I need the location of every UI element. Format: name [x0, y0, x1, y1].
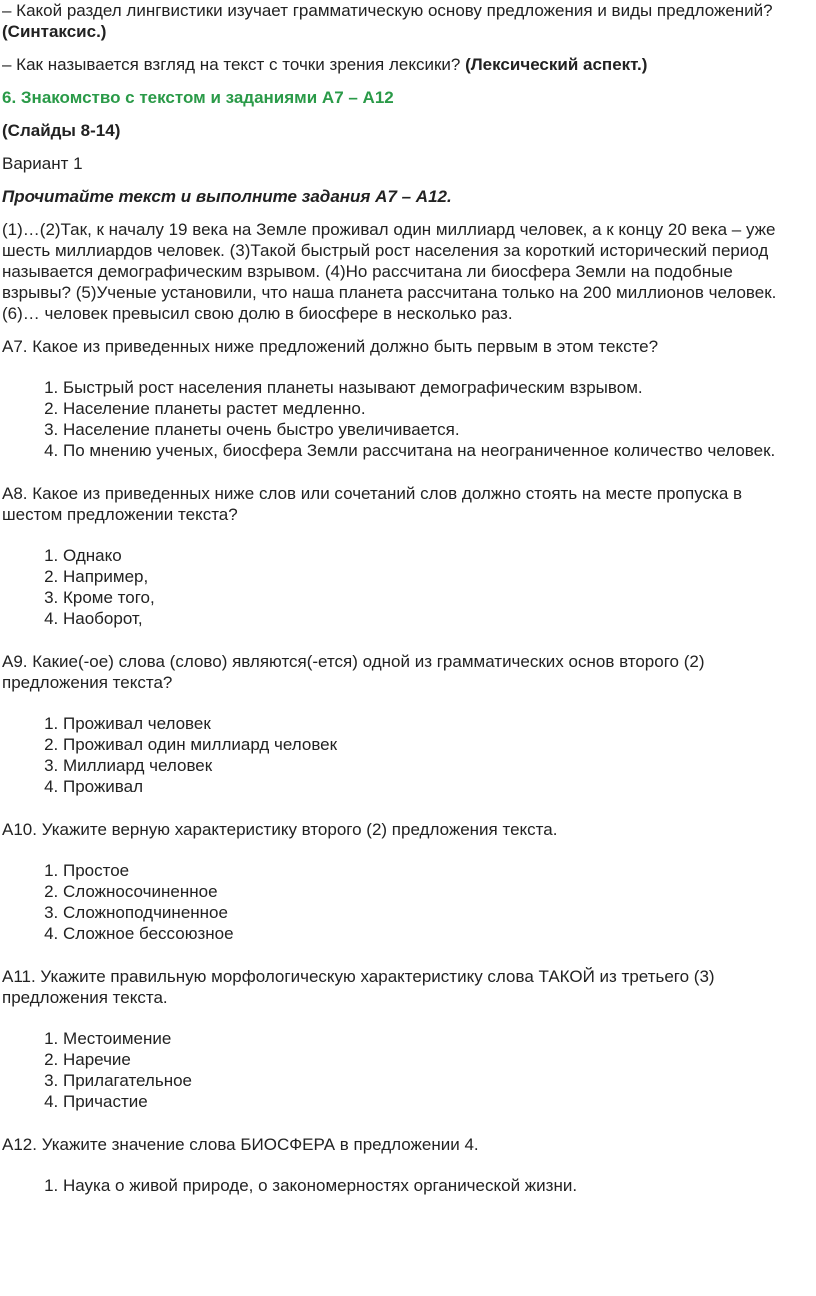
answer-option: 4. По мнению ученых, биосфера Земли рассчитана на неограниченное количество человек. — [63, 440, 806, 461]
answer-option: 1. Местоимение — [63, 1028, 806, 1049]
section-title: 6. Знакомство с текстом и заданиями А7 – А12 — [2, 88, 394, 107]
answer-options — [2, 377, 806, 461]
answer-options — [2, 545, 806, 629]
slides-reference: (Слайды 8-14) — [2, 121, 121, 140]
question-text: А11. Укажите правильную морфологическую характеристику слова ТАКОЙ из третьего (3) предложения текста. — [2, 967, 715, 1007]
answer-option: 2. Например, — [63, 566, 806, 587]
intro-answer: (Лексический аспект.) — [465, 55, 648, 74]
reading-text: (1)…(2)Так, к началу 19 века на Земле проживал один миллиард человек, а к концу 20 века – уже шесть миллиардов человек. (3)Такой быстрый рост населения за короткий исторический период называется демографическим взрывом. (4)Но рассчитана ли биосфера Земли на подобные взрывы? (5)Ученые установили, что наша планета рассчитана только на 200 миллионов человек. (6)… человек превысил свою долю в биосфере в несколько раз. — [2, 220, 777, 323]
variant-label: Вариант 1 — [2, 154, 83, 173]
answer-option: 1. Быстрый рост населения планеты называют демографическим взрывом. — [63, 377, 806, 398]
answer-option: 1. Простое — [63, 860, 806, 881]
intro-question-text: – Какой раздел лингвистики изучает грамматическую основу предложения и виды предложений? — [2, 1, 773, 20]
intro-question-1 — [2, 0, 806, 42]
question-a10 — [2, 819, 806, 944]
intro-question-text: – Как называется взгляд на текст с точки зрения лексики? — [2, 55, 466, 74]
question-text: А7. Какое из приведенных ниже предложений должно быть первым в этом тексте? — [2, 337, 659, 356]
answer-option: 3. Прилагательное — [63, 1070, 806, 1091]
answer-option: 2. Проживал один миллиард человек — [63, 734, 806, 755]
answer-options — [2, 860, 806, 944]
answer-option: 4. Причастие — [63, 1091, 806, 1112]
question-text: А12. Укажите значение слова БИОСФЕРА в предложении 4. — [2, 1135, 479, 1154]
answer-option: 4. Сложное бессоюзное — [63, 923, 806, 944]
question-a7 — [2, 336, 806, 461]
answer-option: 3. Миллиард человек — [63, 755, 806, 776]
answer-option: 4. Проживал — [63, 776, 806, 797]
question-a8 — [2, 483, 806, 629]
answer-option: 1. Проживал человек — [63, 713, 806, 734]
answer-option: 2. Население планеты растет медленно. — [63, 398, 806, 419]
intro-answer: (Синтаксис.) — [2, 22, 107, 41]
answer-option: 2. Наречие — [63, 1049, 806, 1070]
answer-options — [2, 713, 806, 797]
answer-options — [2, 1028, 806, 1112]
intro-question-2 — [2, 54, 806, 75]
question-text: А10. Укажите верную характеристику второго (2) предложения текста. — [2, 820, 558, 839]
answer-option: 2. Сложносочиненное — [63, 881, 806, 902]
answer-option: 1. Наука о живой природе, о закономерностях органической жизни. — [63, 1175, 806, 1196]
question-a11 — [2, 966, 806, 1112]
question-a9 — [2, 651, 806, 797]
question-text: А9. Какие(-ое) слова (слово) являются(-ется) одной из грамматических основ второго (2) предложения текста? — [2, 652, 705, 692]
question-a12 — [2, 1134, 806, 1196]
answer-option: 1. Однако — [63, 545, 806, 566]
answer-option: 4. Наоборот, — [63, 608, 806, 629]
question-text: А8. Какое из приведенных ниже слов или сочетаний слов должно стоять на месте пропуска в шестом предложении текста? — [2, 484, 743, 524]
answer-option: 3. Население планеты очень быстро увеличивается. — [63, 419, 806, 440]
instruction: Прочитайте текст и выполните задания А7 – А12. — [2, 187, 452, 206]
answer-option: 3. Кроме того, — [63, 587, 806, 608]
answer-options — [2, 1175, 806, 1196]
answer-option: 3. Сложноподчиненное — [63, 902, 806, 923]
